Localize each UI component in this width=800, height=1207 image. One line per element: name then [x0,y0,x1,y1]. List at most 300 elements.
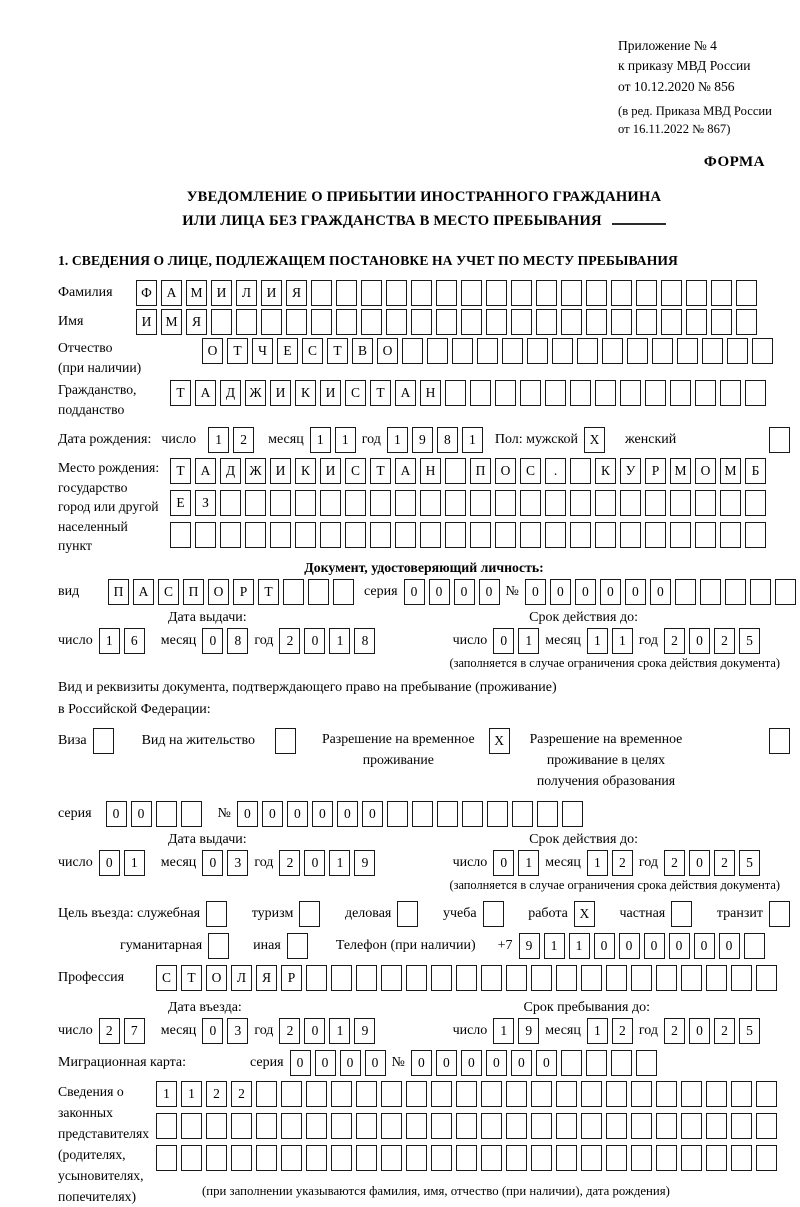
char-cell[interactable]: 8 [227,628,248,654]
char-cell[interactable] [520,490,541,516]
char-cell[interactable]: 0 [511,1050,532,1076]
char-cell[interactable] [306,1081,327,1107]
char-cell[interactable] [470,380,491,406]
char-cell[interactable] [511,280,532,306]
char-cell[interactable] [656,1145,677,1171]
char-cell[interactable] [370,490,391,516]
char-cell[interactable]: 7 [124,1018,145,1044]
char-cell[interactable]: 0 [454,579,475,605]
char-cell[interactable] [511,309,532,335]
char-cell[interactable]: Ф [136,280,157,306]
char-cell[interactable]: 2 [279,1018,300,1044]
char-cell[interactable] [570,380,591,406]
char-cell[interactable]: 2 [714,628,735,654]
char-cell[interactable] [686,280,707,306]
char-cell[interactable] [331,1081,352,1107]
char-cell[interactable] [287,933,308,959]
char-cell[interactable]: Ч [252,338,273,364]
char-cell[interactable]: 1 [335,427,356,453]
birth-day-cells[interactable] [208,427,254,453]
char-cell[interactable]: 0 [461,1050,482,1076]
char-cell[interactable] [431,1081,452,1107]
char-cell[interactable] [402,338,423,364]
res-issue-day-cells[interactable] [99,850,145,876]
char-cell[interactable]: И [320,458,341,484]
char-cell[interactable] [586,309,607,335]
char-cell[interactable] [470,490,491,516]
char-cell[interactable] [481,1113,502,1139]
char-cell[interactable]: Т [370,458,391,484]
stay-day-cells[interactable] [493,1018,539,1044]
char-cell[interactable] [731,1081,752,1107]
char-cell[interactable] [636,1050,657,1076]
study-checkbox[interactable] [483,901,504,927]
char-cell[interactable]: 0 [337,801,358,827]
char-cell[interactable]: 0 [719,933,740,959]
char-cell[interactable]: 0 [694,933,715,959]
humanitarian-checkbox[interactable] [208,933,229,959]
char-cell[interactable]: 0 [202,1018,223,1044]
char-cell[interactable] [456,1081,477,1107]
char-cell[interactable] [431,1145,452,1171]
char-cell[interactable] [670,490,691,516]
char-cell[interactable]: И [261,280,282,306]
char-cell[interactable]: И [136,309,157,335]
char-cell[interactable] [456,965,477,991]
char-cell[interactable] [381,1145,402,1171]
char-cell[interactable] [570,490,591,516]
char-cell[interactable] [486,309,507,335]
char-cell[interactable] [345,522,366,548]
char-cell[interactable] [586,1050,607,1076]
char-cell[interactable] [481,1081,502,1107]
char-cell[interactable] [620,380,641,406]
char-cell[interactable] [281,1145,302,1171]
char-cell[interactable]: 1 [587,850,608,876]
transit-checkbox[interactable] [769,901,790,927]
char-cell[interactable]: 9 [354,1018,375,1044]
char-cell[interactable]: 0 [365,1050,386,1076]
mc-number-cells[interactable] [411,1050,657,1076]
char-cell[interactable] [556,1145,577,1171]
char-cell[interactable] [320,522,341,548]
phone-cells[interactable] [519,933,765,959]
char-cell[interactable]: Л [236,280,257,306]
char-cell[interactable] [745,522,766,548]
res-issue-month-cells[interactable] [202,850,248,876]
char-cell[interactable]: 0 [131,801,152,827]
res-valid-month-cells[interactable] [587,850,633,876]
char-cell[interactable] [606,965,627,991]
char-cell[interactable] [545,522,566,548]
sex-male-checkbox[interactable] [584,427,605,453]
char-cell[interactable] [706,1081,727,1107]
char-cell[interactable]: А [395,380,416,406]
char-cell[interactable]: 0 [689,628,710,654]
res-number-cells[interactable] [237,801,583,827]
char-cell[interactable] [731,965,752,991]
char-cell[interactable] [93,728,114,754]
char-cell[interactable] [427,338,448,364]
char-cell[interactable]: 1 [329,1018,350,1044]
char-cell[interactable]: Н [420,458,441,484]
char-cell[interactable] [752,338,773,364]
char-cell[interactable] [531,965,552,991]
patronymic-cells[interactable] [202,338,773,364]
char-cell[interactable] [361,309,382,335]
char-cell[interactable] [556,1081,577,1107]
char-cell[interactable]: 0 [689,1018,710,1044]
char-cell[interactable] [561,1050,582,1076]
char-cell[interactable] [483,901,504,927]
char-cell[interactable]: 1 [310,427,331,453]
char-cell[interactable] [481,965,502,991]
char-cell[interactable] [506,965,527,991]
char-cell[interactable] [745,490,766,516]
char-cell[interactable]: Я [286,280,307,306]
char-cell[interactable]: 0 [304,628,325,654]
char-cell[interactable]: С [158,579,179,605]
char-cell[interactable] [577,338,598,364]
char-cell[interactable] [452,338,473,364]
char-cell[interactable] [156,801,177,827]
char-cell[interactable] [245,490,266,516]
res-valid-year-cells[interactable] [664,850,760,876]
char-cell[interactable]: 5 [739,1018,760,1044]
birthplace-cells-row2[interactable] [170,490,766,516]
char-cell[interactable] [545,380,566,406]
char-cell[interactable] [206,1145,227,1171]
char-cell[interactable]: 2 [99,1018,120,1044]
char-cell[interactable] [602,338,623,364]
char-cell[interactable] [502,338,523,364]
char-cell[interactable] [756,1113,777,1139]
char-cell[interactable]: 2 [664,628,685,654]
char-cell[interactable] [700,579,721,605]
char-cell[interactable]: 0 [575,579,596,605]
char-cell[interactable] [356,1145,377,1171]
char-cell[interactable] [656,965,677,991]
char-cell[interactable]: Е [277,338,298,364]
char-cell[interactable]: 2 [664,1018,685,1044]
char-cell[interactable]: Ж [245,380,266,406]
name-cells[interactable] [136,309,757,335]
id-number-cells[interactable] [525,579,796,605]
char-cell[interactable] [181,1145,202,1171]
char-cell[interactable] [731,1113,752,1139]
char-cell[interactable]: 8 [437,427,458,453]
temp-residence-checkbox[interactable] [489,728,510,754]
char-cell[interactable]: Р [281,965,302,991]
char-cell[interactable] [620,522,641,548]
char-cell[interactable]: 0 [202,850,223,876]
char-cell[interactable]: М [161,309,182,335]
char-cell[interactable] [477,338,498,364]
char-cell[interactable]: 0 [600,579,621,605]
char-cell[interactable] [445,458,466,484]
char-cell[interactable]: И [211,280,232,306]
char-cell[interactable] [495,490,516,516]
id-series-cells[interactable] [404,579,500,605]
id-issue-year-cells[interactable] [279,628,375,654]
char-cell[interactable]: 2 [714,1018,735,1044]
char-cell[interactable]: 0 [669,933,690,959]
char-cell[interactable] [470,522,491,548]
char-cell[interactable]: З [195,490,216,516]
char-cell[interactable] [306,965,327,991]
char-cell[interactable]: 0 [99,850,120,876]
char-cell[interactable] [295,490,316,516]
char-cell[interactable] [336,309,357,335]
char-cell[interactable] [656,1113,677,1139]
char-cell[interactable] [636,309,657,335]
char-cell[interactable] [562,801,583,827]
char-cell[interactable]: Д [220,458,241,484]
char-cell[interactable]: О [695,458,716,484]
char-cell[interactable]: О [495,458,516,484]
char-cell[interactable]: 5 [739,850,760,876]
char-cell[interactable]: П [470,458,491,484]
char-cell[interactable]: 0 [287,801,308,827]
char-cell[interactable]: 0 [304,1018,325,1044]
char-cell[interactable] [769,427,790,453]
char-cell[interactable] [256,1113,277,1139]
char-cell[interactable]: 1 [518,628,539,654]
char-cell[interactable] [561,280,582,306]
char-cell[interactable]: 2 [279,628,300,654]
char-cell[interactable]: С [345,458,366,484]
char-cell[interactable] [702,338,723,364]
mc-series-cells[interactable] [290,1050,386,1076]
char-cell[interactable] [461,309,482,335]
char-cell[interactable] [208,933,229,959]
char-cell[interactable]: Е [170,490,191,516]
char-cell[interactable]: 5 [739,628,760,654]
char-cell[interactable]: 1 [612,628,633,654]
char-cell[interactable]: 1 [387,427,408,453]
char-cell[interactable] [211,309,232,335]
char-cell[interactable] [281,1081,302,1107]
char-cell[interactable]: 2 [206,1081,227,1107]
char-cell[interactable] [756,1081,777,1107]
id-valid-year-cells[interactable] [664,628,760,654]
char-cell[interactable] [486,280,507,306]
char-cell[interactable] [627,338,648,364]
char-cell[interactable]: 2 [714,850,735,876]
char-cell[interactable] [695,490,716,516]
char-cell[interactable]: Я [256,965,277,991]
char-cell[interactable]: С [302,338,323,364]
char-cell[interactable]: 2 [231,1081,252,1107]
char-cell[interactable]: П [108,579,129,605]
char-cell[interactable] [245,522,266,548]
citizenship-cells[interactable] [170,380,766,406]
birth-month-cells[interactable] [310,427,356,453]
char-cell[interactable] [381,1081,402,1107]
guardians-cells-row3[interactable] [156,1145,777,1171]
char-cell[interactable]: Т [258,579,279,605]
char-cell[interactable] [436,280,457,306]
res-series-cells[interactable] [106,801,202,827]
char-cell[interactable] [745,380,766,406]
char-cell[interactable] [395,490,416,516]
char-cell[interactable]: Т [181,965,202,991]
char-cell[interactable]: 0 [594,933,615,959]
char-cell[interactable]: О [208,579,229,605]
char-cell[interactable] [581,965,602,991]
char-cell[interactable] [706,1145,727,1171]
char-cell[interactable] [720,380,741,406]
char-cell[interactable]: . [545,458,566,484]
char-cell[interactable] [552,338,573,364]
char-cell[interactable] [581,1113,602,1139]
char-cell[interactable] [411,280,432,306]
char-cell[interactable] [756,1145,777,1171]
char-cell[interactable]: С [345,380,366,406]
char-cell[interactable]: О [202,338,223,364]
char-cell[interactable] [595,380,616,406]
char-cell[interactable]: Д [220,380,241,406]
work-checkbox[interactable] [574,901,595,927]
char-cell[interactable]: 9 [519,933,540,959]
char-cell[interactable] [437,801,458,827]
char-cell[interactable] [220,490,241,516]
char-cell[interactable] [231,1145,252,1171]
char-cell[interactable] [281,1113,302,1139]
char-cell[interactable] [670,380,691,406]
char-cell[interactable] [506,1113,527,1139]
char-cell[interactable]: 0 [312,801,333,827]
char-cell[interactable] [656,1081,677,1107]
char-cell[interactable] [570,458,591,484]
char-cell[interactable]: 0 [315,1050,336,1076]
char-cell[interactable] [206,1113,227,1139]
char-cell[interactable]: 1 [544,933,565,959]
char-cell[interactable]: 1 [181,1081,202,1107]
char-cell[interactable]: Ж [245,458,266,484]
char-cell[interactable] [677,338,698,364]
char-cell[interactable] [695,380,716,406]
char-cell[interactable] [720,522,741,548]
char-cell[interactable] [671,901,692,927]
temp-edu-checkbox[interactable] [769,728,790,754]
char-cell[interactable] [361,280,382,306]
char-cell[interactable]: 0 [486,1050,507,1076]
char-cell[interactable]: М [186,280,207,306]
char-cell[interactable]: 9 [354,850,375,876]
char-cell[interactable]: 0 [525,579,546,605]
char-cell[interactable] [275,728,296,754]
char-cell[interactable]: 0 [644,933,665,959]
char-cell[interactable] [531,1081,552,1107]
char-cell[interactable] [675,579,696,605]
char-cell[interactable]: X [584,427,605,453]
stay-month-cells[interactable] [587,1018,633,1044]
char-cell[interactable]: 0 [404,579,425,605]
char-cell[interactable] [512,801,533,827]
char-cell[interactable] [711,280,732,306]
char-cell[interactable]: К [595,458,616,484]
sex-female-checkbox[interactable] [769,427,790,453]
char-cell[interactable] [462,801,483,827]
char-cell[interactable] [308,579,329,605]
char-cell[interactable] [181,801,202,827]
char-cell[interactable] [156,1145,177,1171]
char-cell[interactable]: 0 [550,579,571,605]
char-cell[interactable]: 0 [237,801,258,827]
char-cell[interactable]: 1 [569,933,590,959]
char-cell[interactable]: 2 [612,850,633,876]
char-cell[interactable]: 9 [412,427,433,453]
char-cell[interactable]: А [395,458,416,484]
char-cell[interactable]: Т [370,380,391,406]
char-cell[interactable] [720,490,741,516]
other-checkbox[interactable] [287,933,308,959]
doc-type-cells[interactable] [108,579,354,605]
char-cell[interactable] [686,309,707,335]
char-cell[interactable]: 0 [493,628,514,654]
char-cell[interactable] [431,965,452,991]
char-cell[interactable] [236,309,257,335]
char-cell[interactable] [631,1081,652,1107]
char-cell[interactable] [170,522,191,548]
char-cell[interactable] [420,490,441,516]
char-cell[interactable] [520,522,541,548]
birthplace-cells-row1[interactable] [170,458,766,484]
guardians-cells-row1[interactable] [156,1081,777,1107]
char-cell[interactable] [756,965,777,991]
char-cell[interactable]: 0 [429,579,450,605]
char-cell[interactable] [661,309,682,335]
char-cell[interactable]: О [377,338,398,364]
purpose-official-checkbox[interactable] [206,901,227,927]
char-cell[interactable]: 1 [208,427,229,453]
char-cell[interactable] [386,280,407,306]
char-cell[interactable] [270,490,291,516]
char-cell[interactable] [652,338,673,364]
char-cell[interactable]: Н [420,380,441,406]
char-cell[interactable]: 0 [479,579,500,605]
char-cell[interactable]: Б [745,458,766,484]
entry-month-cells[interactable] [202,1018,248,1044]
char-cell[interactable] [736,280,757,306]
char-cell[interactable] [156,1113,177,1139]
char-cell[interactable] [406,1113,427,1139]
char-cell[interactable] [256,1145,277,1171]
char-cell[interactable] [406,1145,427,1171]
char-cell[interactable]: 0 [650,579,671,605]
char-cell[interactable]: 0 [202,628,223,654]
tourism-checkbox[interactable] [299,901,320,927]
char-cell[interactable] [631,965,652,991]
char-cell[interactable] [556,1113,577,1139]
char-cell[interactable]: 0 [362,801,383,827]
char-cell[interactable] [581,1081,602,1107]
char-cell[interactable] [536,280,557,306]
char-cell[interactable]: Я [186,309,207,335]
birthplace-cells-row3[interactable] [170,522,766,548]
char-cell[interactable] [295,522,316,548]
char-cell[interactable] [356,965,377,991]
char-cell[interactable] [769,901,790,927]
private-checkbox[interactable] [671,901,692,927]
char-cell[interactable] [520,380,541,406]
birth-year-cells[interactable] [387,427,483,453]
char-cell[interactable]: С [156,965,177,991]
char-cell[interactable] [445,522,466,548]
char-cell[interactable] [561,309,582,335]
char-cell[interactable]: 0 [493,850,514,876]
